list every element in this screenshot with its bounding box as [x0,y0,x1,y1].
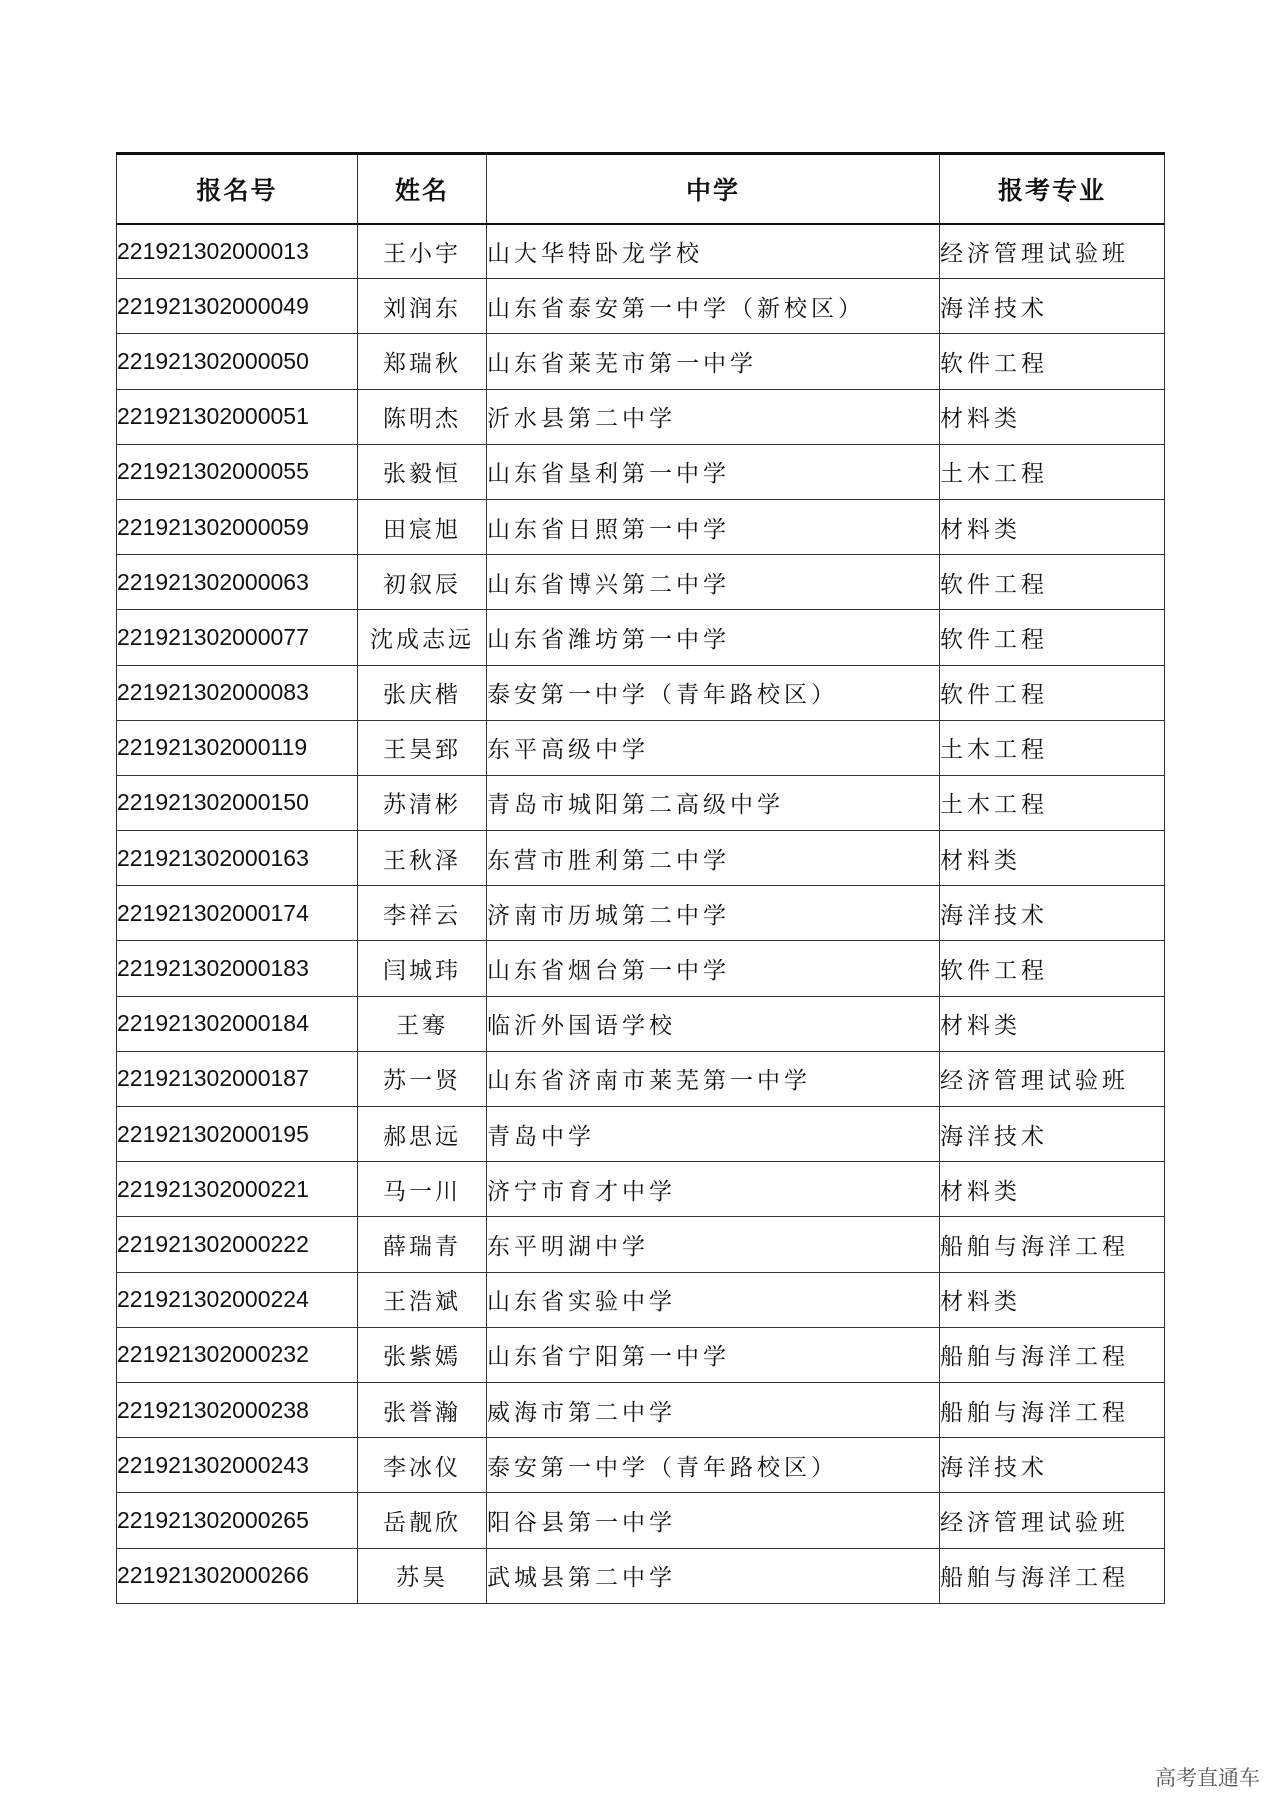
cell-major: 船舶与海洋工程 [940,1327,1165,1382]
table-row [117,996,1165,1051]
cell-id: 221921302000119 [117,720,358,775]
cell-id: 221921302000187 [117,1051,358,1106]
cell-name: 王昊郅 [358,720,487,775]
cell-school: 山东省博兴第二中学 [487,555,940,610]
cell-major: 经济管理试验班 [940,1051,1165,1106]
cell-name: 王小宇 [358,224,487,279]
cell-school: 东营市胜利第二中学 [487,831,940,886]
cell-school: 东平明湖中学 [487,1217,940,1272]
cell-major: 软件工程 [940,665,1165,720]
cell-major: 船舶与海洋工程 [940,1382,1165,1437]
table-row [117,1493,1165,1548]
cell-major: 船舶与海洋工程 [940,1217,1165,1272]
cell-major: 材料类 [940,1272,1165,1327]
cell-name: 沈成志远 [358,610,487,665]
cell-id: 221921302000232 [117,1327,358,1382]
table-row [117,1162,1165,1217]
cell-major: 土木工程 [940,720,1165,775]
cell-name: 苏一贤 [358,1051,487,1106]
header-school: 中学 [487,154,940,224]
cell-major: 材料类 [940,996,1165,1051]
table-row [117,444,1165,499]
cell-name: 刘润东 [358,279,487,334]
cell-id: 221921302000222 [117,1217,358,1272]
cell-school: 山东省济南市莱芜第一中学 [487,1051,940,1106]
cell-name: 苏清彬 [358,775,487,830]
cell-major: 材料类 [940,1162,1165,1217]
table-row [117,1327,1165,1382]
table-row [117,279,1165,334]
cell-id: 221921302000195 [117,1107,358,1162]
table-row [117,941,1165,996]
cell-major: 材料类 [940,389,1165,444]
table-row [117,499,1165,554]
table-row [117,1548,1165,1603]
table-body [117,224,1165,1604]
cell-id: 221921302000083 [117,665,358,720]
cell-school: 青岛市城阳第二高级中学 [487,775,940,830]
cell-name: 张庆楷 [358,665,487,720]
cell-school: 山东省烟台第一中学 [487,941,940,996]
table-row [117,224,1165,279]
cell-school: 沂水县第二中学 [487,389,940,444]
cell-major: 船舶与海洋工程 [940,1548,1165,1603]
cell-school: 山东省莱芜市第一中学 [487,334,940,389]
table-row [117,1438,1165,1493]
table-row [117,610,1165,665]
table-row [117,1217,1165,1272]
cell-school: 山东省垦利第一中学 [487,444,940,499]
cell-name: 薛瑞青 [358,1217,487,1272]
cell-major: 海洋技术 [940,279,1165,334]
cell-name: 李冰仪 [358,1438,487,1493]
cell-name: 王骞 [358,996,487,1051]
cell-id: 221921302000243 [117,1438,358,1493]
cell-id: 221921302000163 [117,831,358,886]
cell-id: 221921302000184 [117,996,358,1051]
cell-name: 苏昊 [358,1548,487,1603]
cell-id: 221921302000049 [117,279,358,334]
table-row [117,1272,1165,1327]
cell-major: 软件工程 [940,941,1165,996]
cell-id: 221921302000266 [117,1548,358,1603]
cell-id: 221921302000051 [117,389,358,444]
cell-school: 泰安第一中学（青年路校区） [487,665,940,720]
cell-school: 武城县第二中学 [487,1548,940,1603]
table-row [117,334,1165,389]
cell-name: 张毅恒 [358,444,487,499]
header-row [117,154,1165,224]
table-row [117,555,1165,610]
table-row [117,1107,1165,1162]
cell-id: 221921302000265 [117,1493,358,1548]
cell-major: 材料类 [940,499,1165,554]
table-header [117,154,1165,224]
cell-id: 221921302000013 [117,224,358,279]
cell-school: 青岛中学 [487,1107,940,1162]
cell-major: 经济管理试验班 [940,1493,1165,1548]
cell-major: 土木工程 [940,444,1165,499]
cell-school: 威海市第二中学 [487,1382,940,1437]
header-major: 报考专业 [940,154,1165,224]
cell-school: 济南市历城第二中学 [487,886,940,941]
header-id: 报名号 [117,154,358,224]
cell-name: 张紫嫣 [358,1327,487,1382]
cell-name: 李祥云 [358,886,487,941]
cell-major: 软件工程 [940,610,1165,665]
header-name: 姓名 [358,154,487,224]
cell-major: 土木工程 [940,775,1165,830]
cell-id: 221921302000174 [117,886,358,941]
cell-major: 软件工程 [940,334,1165,389]
table-row [117,1382,1165,1437]
cell-school: 临沂外国语学校 [487,996,940,1051]
table-row [117,886,1165,941]
cell-school: 山东省日照第一中学 [487,499,940,554]
cell-major: 软件工程 [940,555,1165,610]
watermark-text: 高考直通车 [1155,1766,1260,1790]
cell-id: 221921302000050 [117,334,358,389]
admission-table [116,152,1165,1604]
cell-major: 海洋技术 [940,886,1165,941]
admission-list-sheet [116,152,1164,1604]
cell-name: 陈明杰 [358,389,487,444]
cell-school: 东平高级中学 [487,720,940,775]
cell-id: 221921302000077 [117,610,358,665]
table-row [117,1051,1165,1106]
cell-name: 郝思远 [358,1107,487,1162]
cell-name: 郑瑞秋 [358,334,487,389]
cell-school: 山东省潍坊第一中学 [487,610,940,665]
cell-school: 阳谷县第一中学 [487,1493,940,1548]
cell-name: 马一川 [358,1162,487,1217]
cell-id: 221921302000055 [117,444,358,499]
cell-school: 泰安第一中学（青年路校区） [487,1438,940,1493]
cell-name: 闫城玮 [358,941,487,996]
cell-name: 王秋泽 [358,831,487,886]
cell-id: 221921302000183 [117,941,358,996]
cell-id: 221921302000224 [117,1272,358,1327]
cell-name: 岳靓欣 [358,1493,487,1548]
cell-name: 张誉瀚 [358,1382,487,1437]
table-row [117,720,1165,775]
cell-id: 221921302000238 [117,1382,358,1437]
cell-school: 山东省宁阳第一中学 [487,1327,940,1382]
cell-id: 221921302000221 [117,1162,358,1217]
table-row [117,831,1165,886]
table-row [117,775,1165,830]
cell-major: 海洋技术 [940,1107,1165,1162]
table-row [117,389,1165,444]
cell-name: 王浩斌 [358,1272,487,1327]
cell-major: 材料类 [940,831,1165,886]
cell-id: 221921302000150 [117,775,358,830]
cell-id: 221921302000059 [117,499,358,554]
cell-school: 山东省实验中学 [487,1272,940,1327]
cell-id: 221921302000063 [117,555,358,610]
cell-major: 海洋技术 [940,1438,1165,1493]
cell-name: 田宸旭 [358,499,487,554]
cell-school: 济宁市育才中学 [487,1162,940,1217]
cell-name: 初叙辰 [358,555,487,610]
cell-school: 山东省泰安第一中学（新校区） [487,279,940,334]
cell-major: 经济管理试验班 [940,224,1165,279]
table-row [117,665,1165,720]
cell-school: 山大华特卧龙学校 [487,224,940,279]
